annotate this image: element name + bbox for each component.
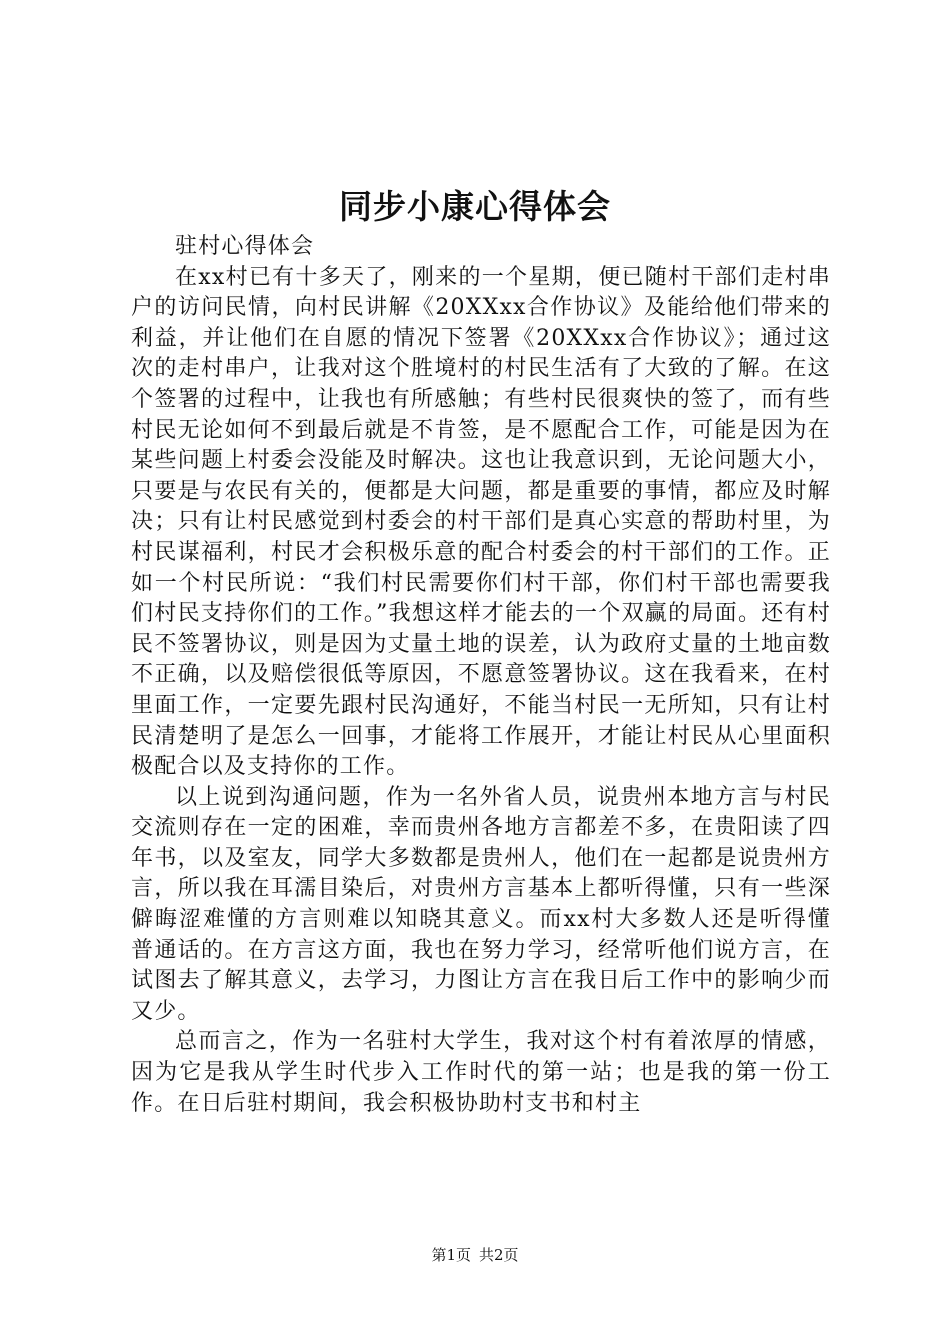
document-body <box>131 232 831 1119</box>
paragraph-subtitle: 驻村心得体会 <box>175 234 315 259</box>
paragraph: 在xx村已有十多天了，刚来的一个星期，便已随村干部们走村串户的访问民情，向村民讲解《20XXxx合作协议》及能给他们带来的利益，并让他们在自愿的情况下签署《20XXxx合作协议》；通过这次的走村串户，让我对这个胜境村的村民生活有了大致的了解。在这个签署的过程中，让我也有所感触；有些村民很爽快的签了，而有些村民无论如何不到最后就是不肯签，是不愿配合工作，可能是因为在某些问题上村委会没能及时解决。这也让我意识到，无论问题大小，只要是与农民有关的，便都是大问题，都是重要的事情，都应及时解决；只有让村民感觉到村委会的村干部们是真心实意的帮助村里，为村民谋福利，村民才会积极乐意的配合村委会的村干部们的工作。正如一个村民所说：“我们村民需要你们村干部，你们村干部也需要我们村民支持你们的工作。”我想这样才能去的一个双赢的局面。还有村民不签署协议，则是因为丈量土地的误差，认为政府丈量的土地亩数不正确，以及赔偿很低等原因，不愿意签署协议。这在我看来，在村里面工作，一定要先跟村民沟通好，不能当村民一无所知，只有让村民清楚明了是怎么一回事，才能将工作展开，才能让村民从心里面积极配合以及支持你的工作。 <box>131 264 831 780</box>
page-total: 共2页 <box>479 1246 519 1264</box>
document-title: 同步小康心得体会 <box>339 187 611 226</box>
page-footer <box>0 1244 950 1266</box>
paragraph: 总而言之，作为一名驻村大学生，我对这个村有着浓厚的情感，因为它是我从学生时代步入工作时代的第一站；也是我的第一份工作。在日后驻村期间，我会积极协助村支书和村主 <box>131 1029 831 1116</box>
page-number: 第1页 <box>431 1246 471 1264</box>
paragraph: 以上说到沟通问题，作为一名外省人员，说贵州本地方言与村民交流则存在一定的困难，幸而贵州各地方言都差不多，在贵阳读了四年书，以及室友，同学大多数都是贵州人，他们在一起都是说贵州方言，所以我在耳濡目染后，对贵州方言基本上都听得懂，只有一些深僻晦涩难懂的方言则难以知晓其意义。而xx村大多数人还是听得懂普通话的。在方言这方面，我也在努力学习，经常听他们说方言，在试图去了解其意义，去学习，力图让方言在我日后工作中的影响少而又少。 <box>131 784 831 1024</box>
